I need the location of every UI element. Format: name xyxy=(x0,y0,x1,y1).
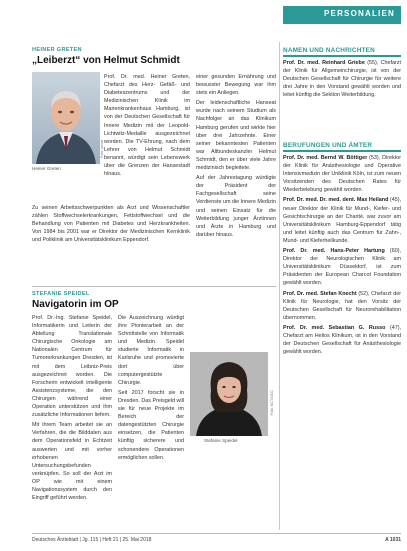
article2-col1-paragraph: Mit ihrem Team arbeitet sie an Verfahren, die die Bilddaten aus dem Operationsfeld in Echtzeit auswerten und mit vorher erhobenen Untersuchungsbefunden verknüpfen. So soll der Arzt im OP wie mit einem Navigationssystem durch den Eingriff geführt werden. xyxy=(32,422,112,502)
sidebar-section-title-names: NAMEN UND NACHRICHTEN xyxy=(283,47,375,54)
article2-kicker: STEFANIE SPEIDEL xyxy=(32,291,90,297)
sidebar-news-item xyxy=(283,247,401,287)
sidebar-item-name: Prof. Dr. med. Reinhard Griebe xyxy=(283,60,365,66)
article1-kicker: HEINER GRETEN xyxy=(32,47,82,53)
sidebar-item-text: (60), Direktor der Neurologischen Klinik am Universitätsklinikum Düsseldorf, ist zum Präsidenten der European Charcot Foundation gewählt worden. xyxy=(283,248,402,287)
sidebar-item-text: (45), neuer Direktor der Klinik für Mund-, Kiefer- und Gesichtschirurgie an der Charité, war zuvor am Universitätsklinikum Hamburg-Eppendorf tätig und leitet künftig auch das Centrum für Zahn-, Mund- und Kieferheilkunde. xyxy=(283,197,401,244)
sidebar-news-item xyxy=(283,59,401,99)
sidebar-appointments-list xyxy=(283,154,401,358)
article1-headline: „Leiberzt“ von Helmut Schmidt xyxy=(32,55,180,66)
sidebar-title-rule xyxy=(283,150,401,152)
sidebar-item-text: (55), Chefarzt der Klinik für Allgemeinchirurgie, ist von der Deutschen Gesellschaft für Chirurgie für weitere drei Jahre in den Vorstand gewählt worden und leitet künftig die Sektion Weiterbildung. xyxy=(283,60,401,99)
sidebar-divider xyxy=(279,42,280,530)
sidebar-item-name: Prof. Dr. med. Bernd W. Böttiger xyxy=(283,155,368,161)
sidebar-news-item xyxy=(283,324,401,356)
article1-column2 xyxy=(196,73,276,241)
article1-col1-paragraph: Zu seinen Arbeitsschwerpunkten als Arzt und Wissenschaftler zählen Stoffwechselerkrankungen, Fettstoffwechsel und die Behandlung von Patienten mit Diabetes und Herzkrankheiten. Von 1984 bis 2001 war er Direktor der Medizinischen Kernklinik und Poliklinik am Universitätsklinikum Eppendorf. xyxy=(32,205,190,244)
sidebar-item-name: Prof. Dr. med. Stefan Knecht xyxy=(283,290,357,297)
article1-photo-credit: Foto: privat xyxy=(100,140,104,158)
footer-journal: Deutsches Ärzteblatt | Jg. 115 | Heft 21 | 25. Mai 2018 xyxy=(32,537,152,543)
stefanie-speidel-photo xyxy=(190,352,268,436)
sidebar-item-text: (52), Chefarzt der Klinik für Neurologie, hat den Vorsitz der Deutschen Gesellschaft für Neurorehabilitation übernommen. xyxy=(283,290,402,321)
sidebar-item-name: Prof. Dr. med. Sebastian G. Russo xyxy=(283,324,386,331)
sidebar-item-name: Prof. Dr. med. Dr. med. dent. Max Heiland xyxy=(283,197,389,204)
sidebar-news-item xyxy=(283,196,401,245)
article2-col2-paragraph: Seit 2017 forscht sie in Dresden. Das Preisgeld will sie für neue Projekte im Bereich der datengestützten Chirurgie einsetzen, die Patienten künftig sicherere und schonendere Operationen ermöglichen sollen. xyxy=(118,389,184,461)
article1-column1 xyxy=(104,73,190,180)
article1-col1-paragraph: Prof. Dr. med. Heiner Greten, Chefarzt des Herz- Gefäß- und Diabeteszentrums und der Medizinischen Klinik im Marienkrankenhaus Hamburg, ist von der Deutschen Gesellschaft für Innere Medizin mit der Leopold-Lichtwitz-Medaille ausgezeichnet worden. Die TV-Ehrung, nach dem Lehrer von Helmut Schmidt benannt, würdigt sein Lebenswerk über die Grenzen der Hansestadt hinaus. xyxy=(104,74,190,178)
article2-photo-credit: Foto: NCT/UCC xyxy=(270,390,274,416)
sidebar-section-title-appointments: BERUFUNGEN UND ÄMTER xyxy=(283,142,373,149)
article1-column1-continued xyxy=(32,204,190,246)
footer-rule xyxy=(32,533,401,534)
sidebar-item-text: (47), Chefarzt am Helios Klinikum, ist in den Vorstand der Deutschen Gesellschaft für Anästhesiologie gewählt worden. xyxy=(283,324,402,356)
section-header-bar xyxy=(283,6,401,24)
article1-col2-paragraph: einer gesunden Ernährung und bewusster Bewegung war ihm stets ein Anliegen. xyxy=(196,74,276,97)
article2-headline: Navigatorin im OP xyxy=(32,299,119,310)
article-divider xyxy=(32,286,276,287)
heiner-greten-photo xyxy=(32,72,100,164)
sidebar-item-text: (53), Direktor der Klinik für Anästhesiologie und Operative Intensivmedizin der Uniklinik Köln, ist zum neuen Vorsitzenden des Deutschen Rates für Wiederbelebung gewählt worden. xyxy=(283,155,401,194)
article2-caption: Stefanie Speidel xyxy=(204,438,238,443)
sidebar-title-rule xyxy=(283,55,401,57)
article2-column2 xyxy=(118,314,184,464)
article1-col2-paragraph: Der leidenschaftliche Hanseat wurde nach seinem Studium als Nachfolger an das Klinikum Hamburg gerufen und wirkte hier über drei Jahrzehnte. Einer seiner bekanntesten Patienten war Altbundeskanzler Helmut Schmidt, den er über viele Jahre medizinisch begleitete. xyxy=(196,100,276,172)
article2-col2-paragraph: Die Auszeichnung würdigt ihre Pionierarbeit an der Schnittstelle von Informatik und Medizin. Speidel studierte Informatik in Karlsruhe und promovierte dort über computergestützte Chirurgie. xyxy=(118,315,184,386)
footer-page-number: A 1031 xyxy=(385,537,401,543)
sidebar-news-item xyxy=(283,290,401,322)
sidebar-item-name: Prof. Dr. med. Hans-Peter Hartung xyxy=(283,248,385,255)
article1-caption: Heiner Greten xyxy=(32,166,61,171)
section-header-label: PERSONALIEN xyxy=(324,9,395,18)
article1-col2-paragraph: Auf der Jahrestagung würdigte der Präsident der Fachgesellschaft seine Verdienste um die Innere Medizin und seinen Einsatz für die Weiterbildung junger Ärztinnen und Ärzte in Hamburg und darüber hinaus. xyxy=(196,175,277,238)
sidebar-names-list xyxy=(283,59,401,101)
sidebar-news-item xyxy=(283,154,401,194)
article2-col1-paragraph: Prof. Dr.-Ing. Stefanie Speidel, Informatikerin und Leiterin der Abteilung Translationale Chirurgische Onkologie am Nationalen Centrum für Tumorerkrankungen Dresden, ist mit dem Leibniz-Preis ausgezeichnet worden. Die Forscherin entwickelt intelligente Assistenzsysteme, die den Chirurgen während einer Operation unterstützen und ihm zusätzliche Informationen liefern. xyxy=(32,315,112,419)
article2-column1 xyxy=(32,314,112,504)
